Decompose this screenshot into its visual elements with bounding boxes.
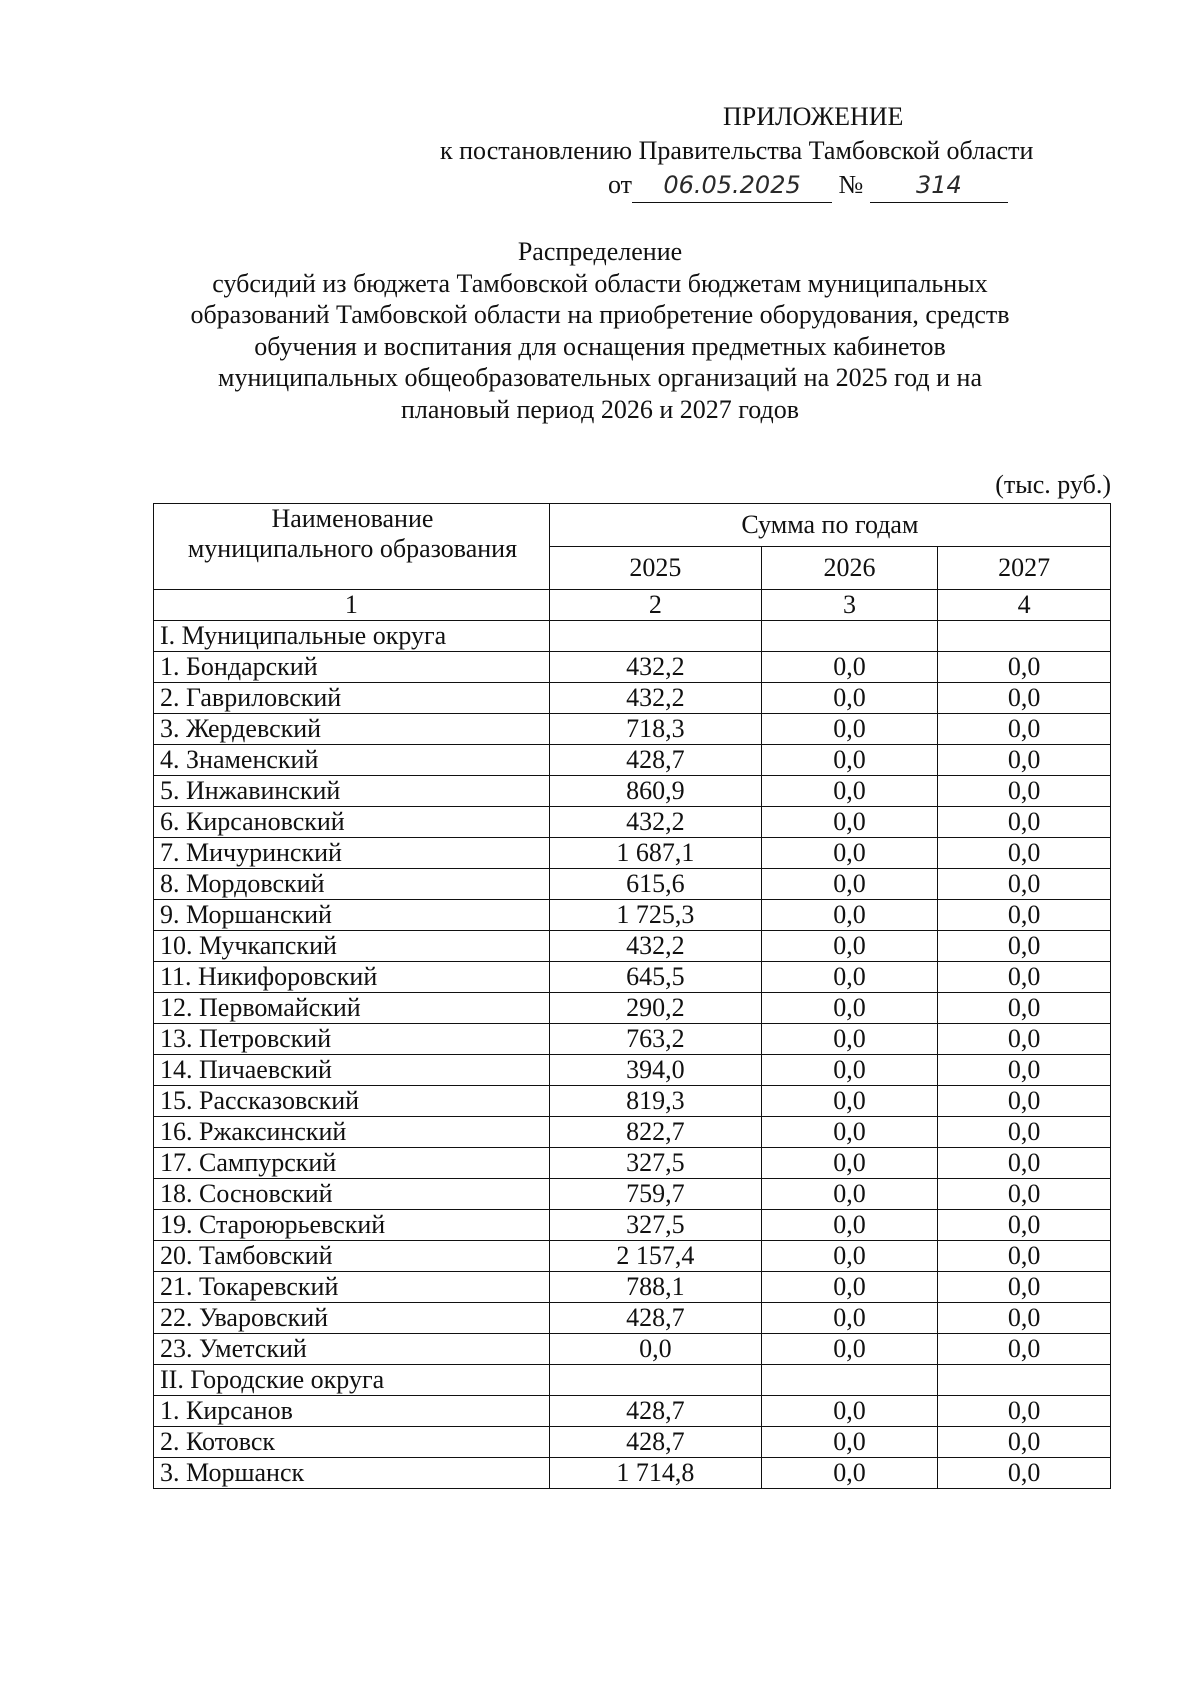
table-row [154,1086,1111,1117]
value-2027: 0,0 [938,1427,1111,1458]
value-2025: 763,2 [549,1024,761,1055]
appendix-block [440,100,1140,203]
value-2027: 0,0 [938,993,1111,1024]
table-row [154,1179,1111,1210]
value-2026: 0,0 [761,838,937,869]
value-2026: 0,0 [761,776,937,807]
appendix-title: ПРИЛОЖЕНИЕ [723,102,904,131]
municipality-name: 3. Моршанск [154,1458,550,1489]
table-row [154,1396,1111,1427]
value-2027: 0,0 [938,1303,1111,1334]
value-2027: 0,0 [938,714,1111,745]
value-2027: 0,0 [938,900,1111,931]
units-label: (тыс. руб.) [995,470,1111,499]
value-2025: 327,5 [549,1148,761,1179]
handwritten-number: 314 [870,168,1008,203]
value-2026: 0,0 [761,1055,937,1086]
value-2026: 0,0 [761,1210,937,1241]
value-2025: 428,7 [549,745,761,776]
col-number: 1 [154,590,550,621]
empty-cell [549,1365,761,1396]
header-year-2026: 2026 [761,547,937,590]
municipality-name: 18. Сосновский [154,1179,550,1210]
table-row [154,714,1111,745]
table-row [154,1148,1111,1179]
table-row [154,1117,1111,1148]
value-2025: 428,7 [549,1427,761,1458]
table-row [154,962,1111,993]
value-2027: 0,0 [938,1272,1111,1303]
value-2025: 822,7 [549,1117,761,1148]
table-row [154,931,1111,962]
value-2026: 0,0 [761,993,937,1024]
municipality-name: 2. Гавриловский [154,683,550,714]
value-2027: 0,0 [938,1086,1111,1117]
table-row [154,1334,1111,1365]
value-2025: 432,2 [549,683,761,714]
value-2026: 0,0 [761,1396,937,1427]
value-2026: 0,0 [761,1427,937,1458]
table-row [154,869,1111,900]
value-2025: 428,7 [549,1396,761,1427]
table-row [154,745,1111,776]
value-2025: 1 725,3 [549,900,761,931]
empty-cell [938,621,1111,652]
value-2025: 718,3 [549,714,761,745]
table-row [154,1024,1111,1055]
municipality-name: 11. Никифоровский [154,962,550,993]
table-header-row [154,504,1111,547]
municipality-name: 9. Моршанский [154,900,550,931]
value-2027: 0,0 [938,652,1111,683]
value-2026: 0,0 [761,1458,937,1489]
municipality-name: 22. Уваровский [154,1303,550,1334]
appendix-subtitle: к постановлению Правительства Тамбовской области [440,136,1034,165]
value-2026: 0,0 [761,1303,937,1334]
value-2027: 0,0 [938,931,1111,962]
table-row [154,1458,1111,1489]
table-row [154,900,1111,931]
table-row [154,1210,1111,1241]
value-2027: 0,0 [938,962,1111,993]
value-2027: 0,0 [938,683,1111,714]
value-2026: 0,0 [761,807,937,838]
value-2025: 2 157,4 [549,1241,761,1272]
empty-cell [761,1365,937,1396]
empty-cell [938,1365,1111,1396]
value-2027: 0,0 [938,745,1111,776]
municipality-name: 20. Тамбовский [154,1241,550,1272]
section-row [154,621,1111,652]
handwritten-date: 06.05.2025 [632,168,832,203]
title-line: образований Тамбовской области на приобретение оборудования, средств [190,300,1010,329]
value-2025: 645,5 [549,962,761,993]
value-2027: 0,0 [938,1055,1111,1086]
value-2026: 0,0 [761,652,937,683]
value-2027: 0,0 [938,1458,1111,1489]
header-year-2025: 2025 [549,547,761,590]
date-prefix: от [608,170,633,199]
municipality-name: 16. Ржаксинский [154,1117,550,1148]
table-row [154,1427,1111,1458]
appendix-date-line [440,168,1140,203]
municipality-name: 14. Пичаевский [154,1055,550,1086]
value-2026: 0,0 [761,1024,937,1055]
section-label: I. Муниципальные округа [154,621,550,652]
value-2025: 0,0 [549,1334,761,1365]
value-2025: 819,3 [549,1086,761,1117]
value-2026: 0,0 [761,1117,937,1148]
municipality-name: 19. Староюрьевский [154,1210,550,1241]
table-row [154,1303,1111,1334]
value-2027: 0,0 [938,1117,1111,1148]
municipality-name: 12. Первомайский [154,993,550,1024]
value-2025: 432,2 [549,931,761,962]
value-2025: 327,5 [549,1210,761,1241]
table-row [154,993,1111,1024]
document-title [140,236,1060,425]
municipality-name: 1. Бондарский [154,652,550,683]
municipality-name: 15. Рассказовский [154,1086,550,1117]
section-label: II. Городские округа [154,1365,550,1396]
table-row [154,652,1111,683]
table-row [154,776,1111,807]
value-2025: 428,7 [549,1303,761,1334]
title-line: муниципальных общеобразовательных организаций на 2025 год и на [217,363,982,392]
value-2025: 788,1 [549,1272,761,1303]
municipality-name: 5. Инжавинский [154,776,550,807]
title-line: обучения и воспитания для оснащения предметных кабинетов [254,331,946,361]
value-2026: 0,0 [761,1272,937,1303]
empty-cell [761,621,937,652]
value-2027: 0,0 [938,807,1111,838]
value-2026: 0,0 [761,683,937,714]
municipality-name: 23. Уметский [154,1334,550,1365]
table-row [154,1055,1111,1086]
empty-cell [549,621,761,652]
table-row [154,683,1111,714]
title-line: плановый период 2026 и 2027 годов [400,394,800,424]
municipality-name: 21. Токаревский [154,1272,550,1303]
value-2025: 759,7 [549,1179,761,1210]
column-numbers-row [154,590,1111,621]
value-2027: 0,0 [938,838,1111,869]
table-row [154,1241,1111,1272]
header-year-2027: 2027 [938,547,1111,590]
value-2025: 432,2 [549,807,761,838]
value-2025: 860,9 [549,776,761,807]
col-number: 3 [761,590,937,621]
municipality-name: 17. Сампурский [154,1148,550,1179]
value-2025: 290,2 [549,993,761,1024]
value-2027: 0,0 [938,1148,1111,1179]
distribution-table [153,503,1111,1489]
value-2027: 0,0 [938,869,1111,900]
header-sum-by-years: Сумма по годам [549,504,1110,547]
col-number: 2 [549,590,761,621]
value-2026: 0,0 [761,1148,937,1179]
title-line: Распределение [517,237,683,266]
value-2027: 0,0 [938,1024,1111,1055]
municipality-name: 6. Кирсановский [154,807,550,838]
value-2026: 0,0 [761,962,937,993]
value-2025: 394,0 [549,1055,761,1086]
value-2026: 0,0 [761,1086,937,1117]
municipality-name: 13. Петровский [154,1024,550,1055]
col-number: 4 [938,590,1111,621]
value-2027: 0,0 [938,1210,1111,1241]
header-name: Наименование муниципального образования [154,504,550,590]
value-2027: 0,0 [938,776,1111,807]
value-2027: 0,0 [938,1179,1111,1210]
value-2026: 0,0 [761,714,937,745]
municipality-name: 4. Знаменский [154,745,550,776]
value-2027: 0,0 [938,1396,1111,1427]
table-row [154,807,1111,838]
value-2025: 615,6 [549,869,761,900]
table-row [154,1272,1111,1303]
value-2026: 0,0 [761,1241,937,1272]
value-2026: 0,0 [761,931,937,962]
section-row [154,1365,1111,1396]
value-2025: 432,2 [549,652,761,683]
value-2026: 0,0 [761,900,937,931]
value-2027: 0,0 [938,1241,1111,1272]
municipality-name: 10. Мучкапский [154,931,550,962]
title-line: субсидий из бюджета Тамбовской области бюджетам муниципальных [212,268,988,298]
value-2026: 0,0 [761,745,937,776]
value-2025: 1 687,1 [549,838,761,869]
municipality-name: 7. Мичуринский [154,838,550,869]
municipality-name: 1. Кирсанов [154,1396,550,1427]
value-2026: 0,0 [761,1179,937,1210]
municipality-name: 2. Котовск [154,1427,550,1458]
value-2027: 0,0 [938,1334,1111,1365]
municipality-name: 3. Жердевский [154,714,550,745]
value-2026: 0,0 [761,1334,937,1365]
municipality-name: 8. Мордовский [154,869,550,900]
value-2025: 1 714,8 [549,1458,761,1489]
value-2026: 0,0 [761,869,937,900]
number-prefix: № [838,170,864,199]
table-row [154,838,1111,869]
